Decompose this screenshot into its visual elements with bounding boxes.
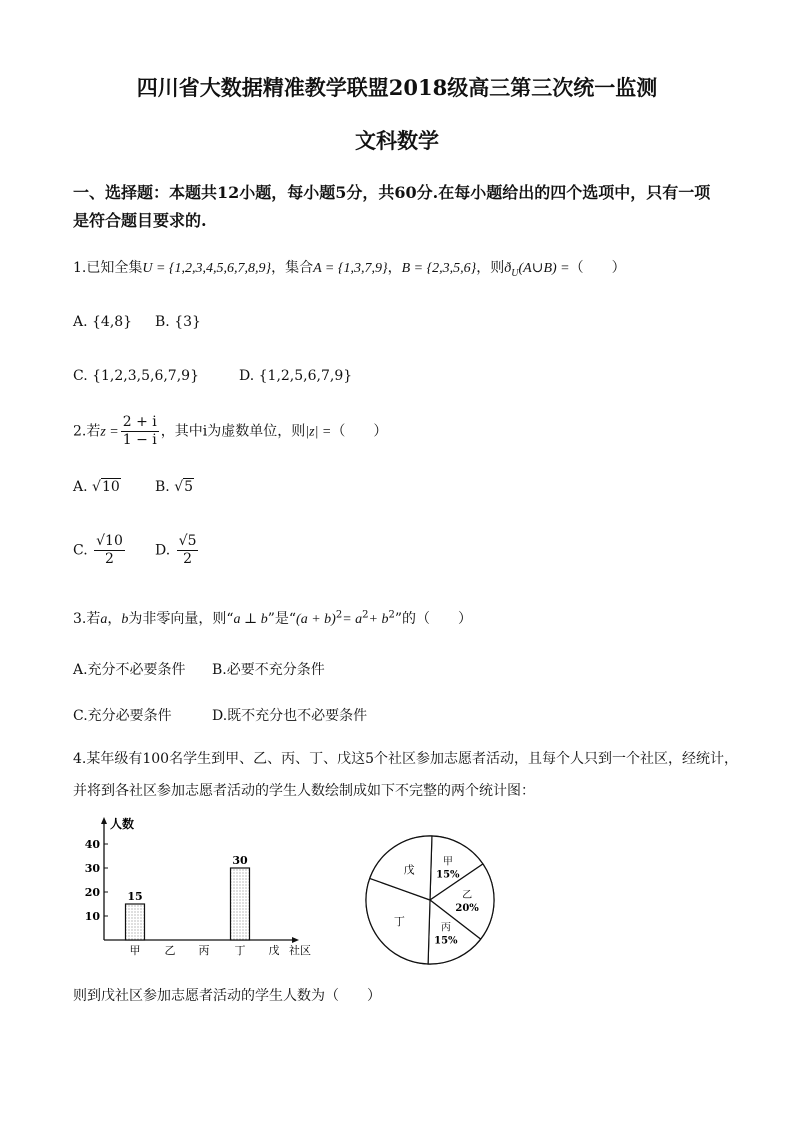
q3-mid3: ”的（ ）	[394, 611, 473, 627]
pie-slice-name: 丙	[440, 922, 451, 934]
x-tick-label: 丙	[198, 944, 210, 957]
q2-option-c	[73, 533, 127, 568]
pie-chart	[360, 830, 500, 970]
q2-option-c-fraction: $\frac{√10}{2}$	[96, 533, 123, 567]
q4-line1: 4.某年级有100名学生到甲、乙、丙、丁、戊这5个社区参加志愿者活动，且每个人只到一个社区，经统计，	[73, 751, 738, 767]
q2-prefix: 2.若	[73, 423, 101, 440]
q3-option-a: A.充分不必要条件	[73, 662, 186, 678]
q1-mid3: ，则	[476, 260, 505, 276]
section-heading-line1: 一、选择题：本题共12小题，每小题5分，共60分.在每小题给出的四个选项中，只有一项	[73, 183, 711, 202]
bar	[126, 904, 145, 940]
q2-option-b-sqrt: √5	[174, 479, 194, 495]
q2-option-b-radicand: 5	[184, 479, 194, 495]
q3-sup-1: 2	[335, 609, 343, 621]
q1-complement-symbol: ð	[504, 261, 512, 276]
y-tick-label: 40	[84, 838, 100, 851]
q1-option-b: B. {3}	[155, 314, 201, 330]
q1-set-a: A = {1,3,7,9}	[313, 261, 388, 276]
q1-mid2: ，	[387, 260, 402, 276]
q1-mid1: ，集合	[271, 260, 314, 276]
q4-line2: 并将到各社区参加志愿者活动的学生人数绘制成如下不完整的两个统计图：	[73, 783, 535, 799]
q2-option-a-label: A.	[73, 479, 88, 495]
q2-option-a	[73, 479, 121, 495]
pie-slice-name: 乙	[462, 890, 473, 902]
q3-sup-3: 2	[388, 609, 395, 621]
q1-universal-set: U = {1,2,3,4,5,6,7,8,9}	[142, 261, 272, 276]
y-tick-label: 10	[84, 910, 100, 923]
q2-answer-blank: （ ）	[331, 423, 388, 440]
q2-option-d-label: D.	[155, 542, 171, 559]
q2-option-b-label: B.	[155, 479, 170, 495]
x-tick-label: 戊	[268, 944, 280, 957]
q1-complement-sub: U	[511, 267, 519, 279]
y-axis-arrow	[101, 817, 107, 824]
q1-option-d: D. {1,2,5,6,7,9}	[239, 368, 353, 384]
q2-option-d-den: 2	[183, 551, 193, 567]
q2-fraction	[121, 414, 159, 449]
q3-sup-2: 2	[362, 609, 369, 621]
q1-complement-arg: (A∪B) =	[518, 261, 570, 276]
q1-answer-blank: （ ）	[569, 260, 626, 276]
q1-prefix: 1.已知全集	[73, 260, 143, 276]
page-subtitle: 文科数学	[355, 128, 439, 153]
pie-slice-name: 甲	[442, 856, 453, 868]
q2-option-d	[155, 533, 200, 568]
q2-option-b	[155, 479, 194, 495]
q3-option-b: B.必要不充分条件	[212, 662, 325, 678]
section-heading-line2: 是符合题目要求的.	[73, 211, 207, 230]
q2-option-a-sqrt: √10	[92, 479, 120, 495]
q3-vector-a: a	[100, 612, 108, 627]
q3-mid: 为非零向量，则“	[128, 611, 234, 627]
x-tick-label: 甲	[129, 944, 141, 957]
q3-cond2-right-b: + b	[368, 612, 389, 627]
q2-frac-num: 2 + i	[122, 414, 157, 430]
q2-option-d-fraction: $\frac{√5}{2}$	[178, 533, 197, 567]
pie-slice-name: 戊	[403, 863, 415, 877]
q2-option-c-radicand: 10	[105, 533, 123, 549]
page-title: 四川省大数据精准教学联盟2018级高三第三次统一监测	[136, 75, 658, 100]
pie-slice-percent: 20%	[455, 903, 479, 915]
q2-option-d-radicand: 5	[187, 533, 197, 549]
q2-frac-den: 1 − i	[122, 432, 157, 448]
q3-comma: ，	[107, 611, 122, 627]
bar-chart	[80, 812, 330, 962]
q4-question: 则到戊社区参加志愿者活动的学生人数为（ ）	[73, 988, 381, 1004]
q2-option-a-radicand: 10	[101, 479, 120, 495]
x-axis-arrow	[292, 937, 299, 943]
q1-option-c: C. {1,2,3,5,6,7,9}	[73, 368, 199, 384]
y-tick-label: 20	[84, 886, 100, 899]
question-2	[73, 414, 387, 449]
question-3	[73, 608, 472, 628]
q3-vector-b: b	[121, 612, 129, 627]
x-axis-label: 社区	[289, 944, 311, 957]
bar-data-label: 15	[127, 890, 143, 903]
q2-option-c-den: 2	[105, 551, 114, 567]
bar-chart-plot	[85, 816, 311, 957]
y-tick-label: 30	[84, 862, 100, 875]
q3-option-d: D.既不充分也不必要条件	[212, 708, 368, 724]
bar-data-label: 30	[232, 854, 248, 867]
q3-prefix: 3.若	[73, 611, 101, 627]
q2-option-c-label: C.	[73, 542, 88, 559]
q3-mid2: ”是“	[267, 611, 297, 627]
x-tick-label: 丁	[234, 944, 246, 957]
q2-z-eq: z =	[100, 424, 119, 440]
bar	[231, 868, 250, 940]
q2-abs-z: |z| =	[305, 424, 332, 440]
y-axis-label: 人数	[110, 817, 135, 831]
q3-option-c: C.充分必要条件	[73, 708, 172, 724]
q3-cond2-right-a: = a	[342, 612, 363, 627]
x-tick-label: 乙	[164, 944, 176, 957]
q3-condition-perpendicular: a ⊥ b	[233, 612, 268, 627]
q1-set-b: B = {2,3,5,6}	[401, 261, 477, 276]
pie-chart-plot	[366, 836, 494, 964]
q1-option-a: A. {4,8}	[73, 314, 133, 330]
q3-cond2-left: (a + b)	[296, 612, 336, 627]
q2-mid: ，其中i为虚数单位，则	[160, 423, 306, 440]
pie-slice-percent: 15%	[436, 869, 460, 881]
question-1	[73, 257, 626, 279]
pie-slice-name: 丁	[393, 914, 405, 928]
pie-slice-percent: 15%	[434, 935, 458, 947]
